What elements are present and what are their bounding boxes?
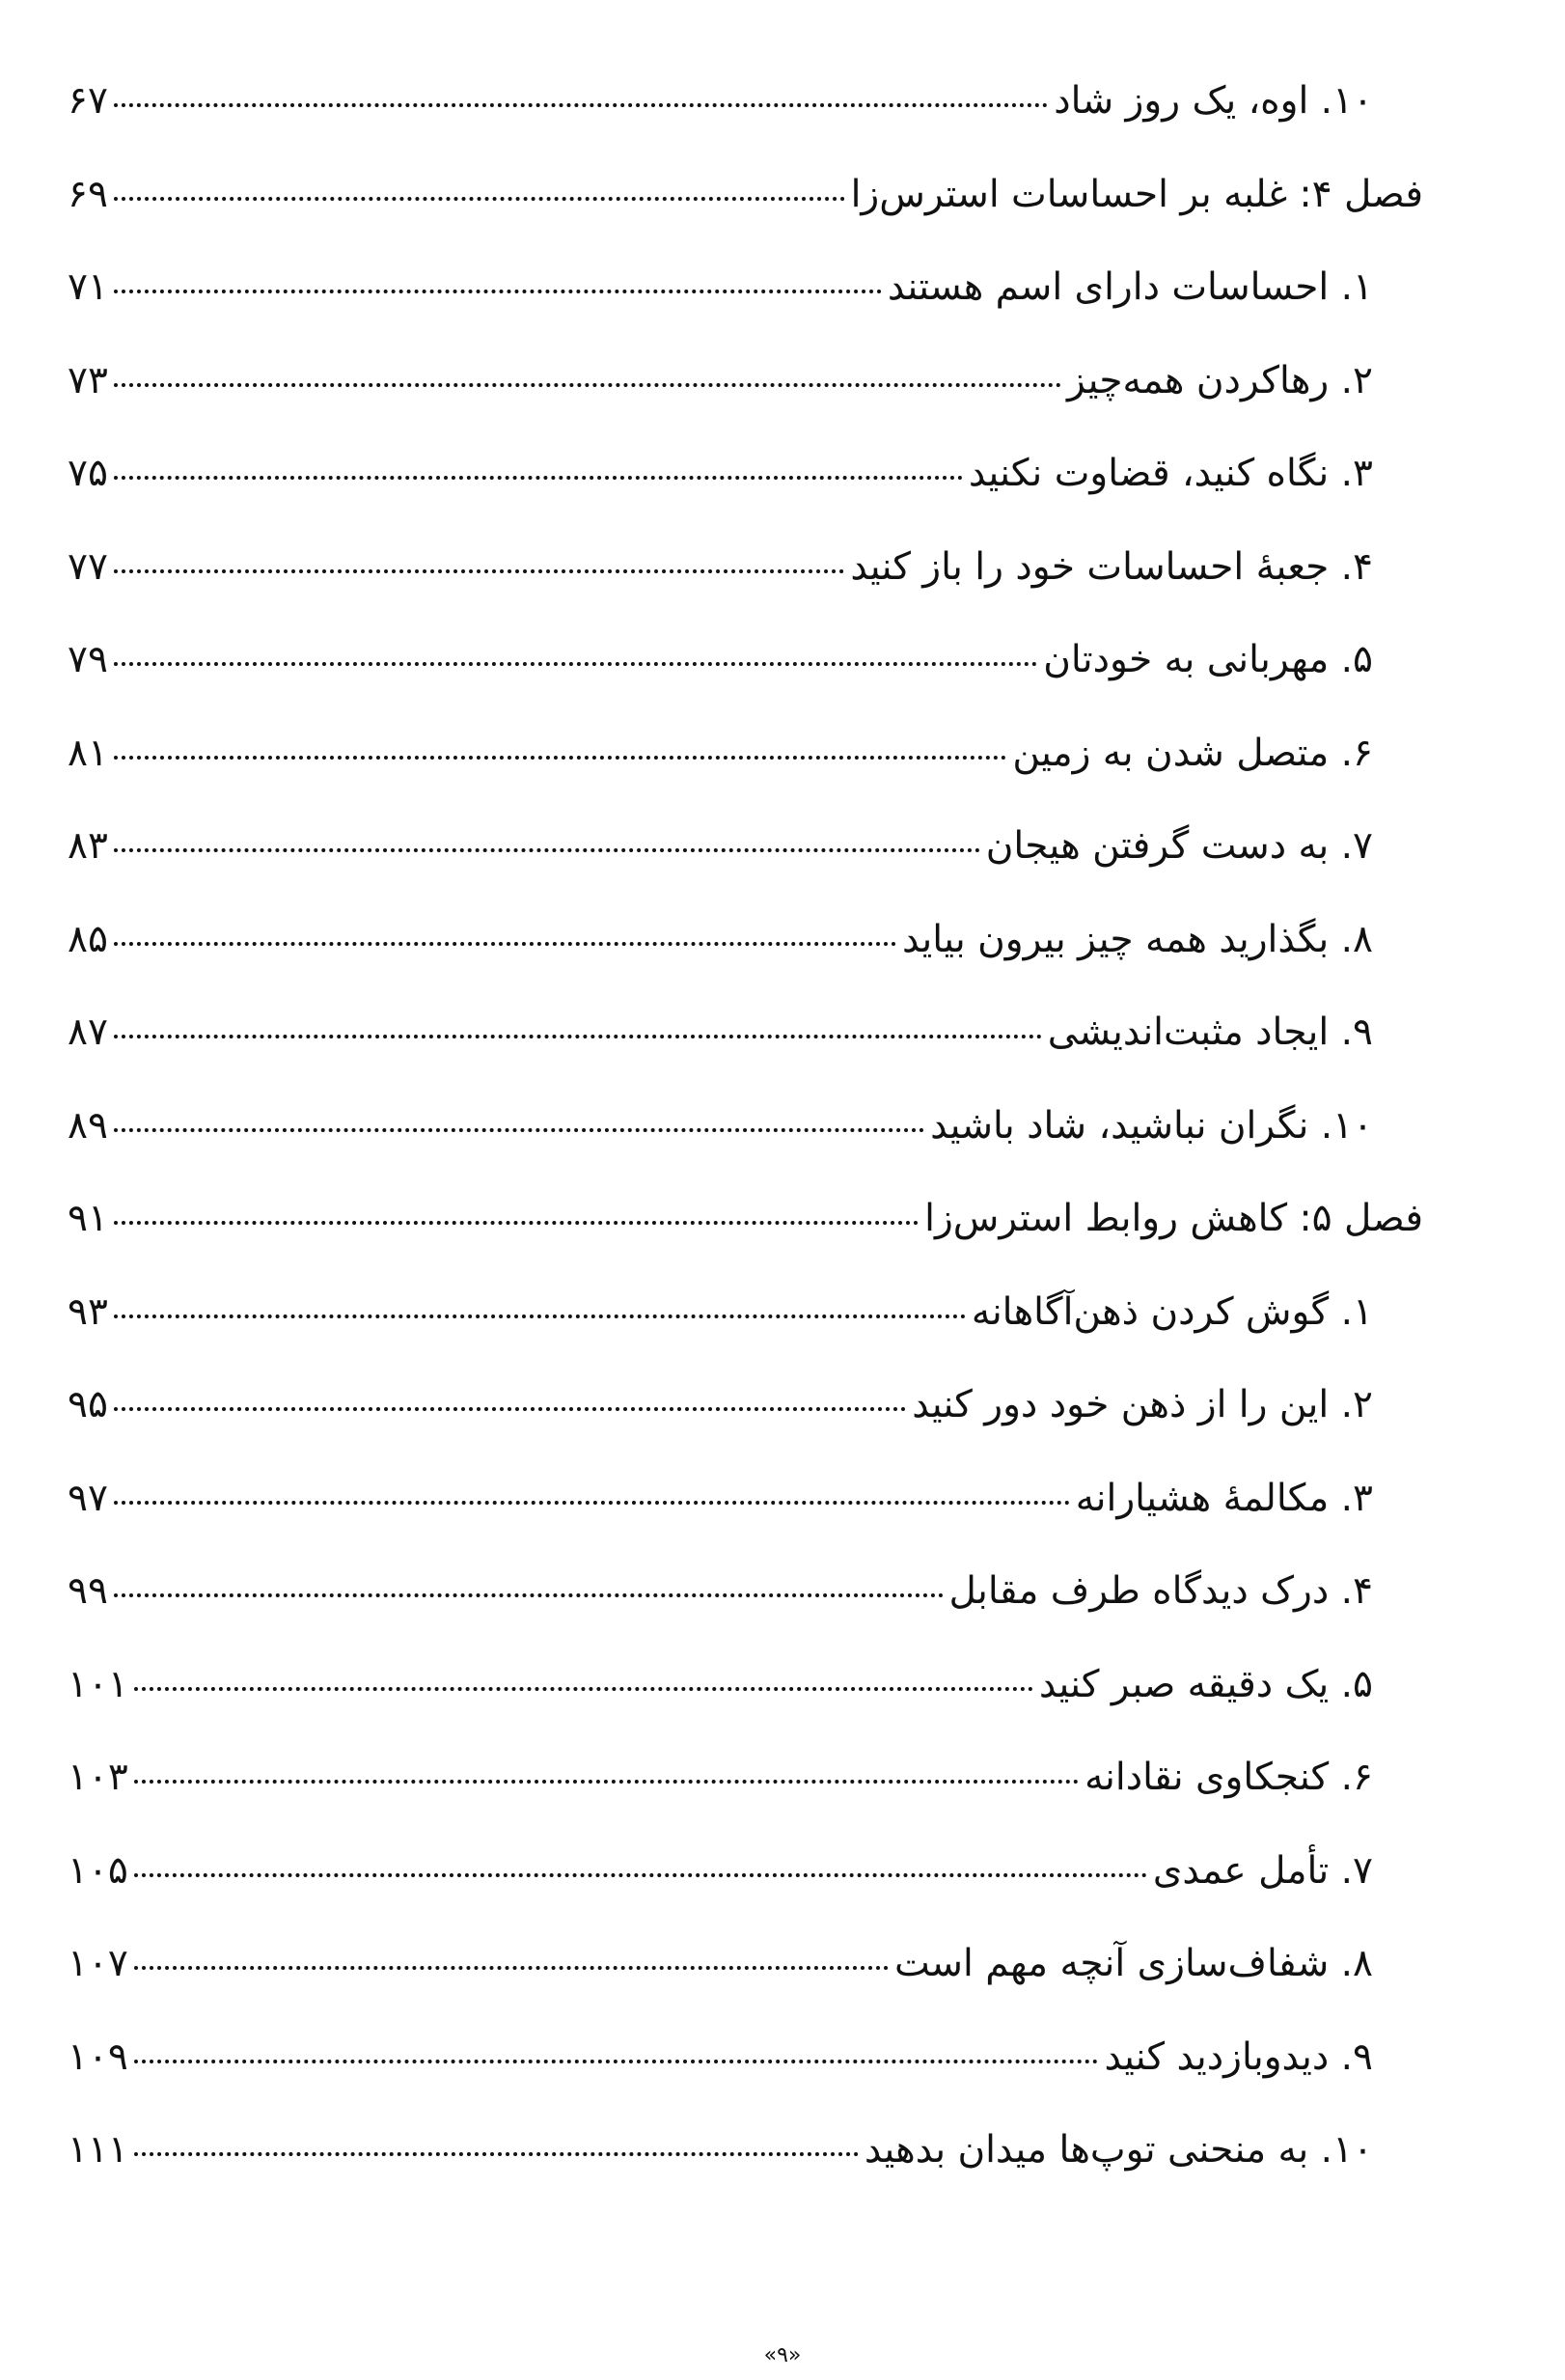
- toc-entry-title: ۷. تأمل عمدی: [1152, 1848, 1373, 1893]
- toc-dot-leader: [114, 476, 963, 480]
- toc-entry-page: ۱۱۱: [68, 2128, 128, 2172]
- toc-entry-page: ۷۱: [68, 265, 108, 309]
- toc-entry-page: ۱۰۱: [68, 1662, 128, 1706]
- toc-entry-page: ۹۷: [68, 1476, 108, 1520]
- toc-dot-leader: [134, 2060, 1099, 2063]
- table-of-contents: [68, 79, 1423, 2225]
- toc-entry: [68, 917, 1423, 1014]
- toc-entry-title: ۵. مهربانی به خودتان: [1043, 638, 1373, 681]
- toc-entry: [68, 358, 1423, 456]
- toc-entry-page: ۹۱: [68, 1197, 108, 1240]
- toc-entry-title: ۹. دیدوبازدید کنید: [1104, 2034, 1373, 2079]
- toc-entry: [68, 79, 1423, 176]
- toc-entry: [68, 1758, 1423, 1852]
- toc-entry-title: ۸. بگذارید همه چیز بیرون بیاید: [901, 917, 1373, 961]
- toc-entry-page: ۸۹: [68, 1103, 108, 1148]
- toc-entry-title: ۶. کنجکاوی نقادانه: [1085, 1756, 1373, 1799]
- toc-dot-leader: [114, 756, 1006, 760]
- toc-entry: [68, 1662, 1423, 1759]
- toc-entry-title: ۱. احساسات دارای اسم هستند: [887, 265, 1373, 309]
- toc-dot-leader: [114, 569, 844, 573]
- toc-entry: [68, 731, 1423, 828]
- toc-entry: [68, 1010, 1423, 1107]
- toc-entry-title: ۷. به دست گرفتن هیجان: [985, 824, 1373, 868]
- toc-dot-leader: [114, 383, 1061, 387]
- toc-entry-page: ۶۹: [68, 172, 108, 216]
- toc-dot-leader: [114, 197, 845, 201]
- toc-dot-leader: [114, 848, 980, 852]
- toc-entry-title: ۹. ایجاد مثبت‌اندیشی: [1047, 1010, 1373, 1054]
- toc-entry-page: ۷۹: [68, 638, 108, 681]
- toc-entry-page: ۹۹: [68, 1569, 108, 1613]
- toc-entry: [68, 1476, 1423, 1573]
- toc-dot-leader: [114, 1035, 1042, 1038]
- toc-entry-page: ۷۳: [68, 358, 108, 402]
- page-number: «۹»: [763, 2343, 802, 2367]
- toc-entry-page: ۱۰۷: [68, 1942, 128, 1985]
- toc-entry-page: ۹۵: [68, 1383, 108, 1426]
- toc-dot-leader: [114, 1407, 906, 1411]
- toc-entry-title: ۱۰. نگران نباشید، شاد باشید: [930, 1103, 1373, 1148]
- toc-entry-title: ۴. جعبهٔ احساسات خود را باز کنید: [850, 544, 1373, 589]
- toc-dot-leader: [134, 1687, 1033, 1691]
- toc-entry-title: ۳. مکالمهٔ هشیارانه: [1075, 1476, 1373, 1520]
- toc-entry: [68, 544, 1423, 642]
- toc-entry-page: ۸۱: [68, 731, 108, 775]
- toc-entry-title: ۴. درک دیدگاه طرف مقابل: [948, 1569, 1373, 1613]
- toc-entry: [68, 824, 1423, 921]
- toc-dot-leader: [114, 1593, 944, 1597]
- toc-entry: [68, 1383, 1423, 1480]
- toc-entry: [68, 1569, 1423, 1666]
- toc-dot-leader: [114, 1221, 919, 1225]
- toc-entry-page: ۶۷: [68, 79, 108, 123]
- toc-entry-title: ۵. یک دقیقه صبر کنید: [1038, 1662, 1373, 1706]
- toc-dot-leader: [114, 1315, 966, 1318]
- toc-entry-title: ۱۰. اوه، یک روز شاد: [1054, 79, 1373, 123]
- toc-dot-leader: [114, 942, 896, 946]
- toc-entry: [68, 1289, 1423, 1387]
- toc-entry-page: ۸۳: [68, 824, 108, 868]
- toc-entry: [68, 2128, 1423, 2225]
- toc-dot-leader: [134, 1780, 1079, 1784]
- toc-dot-leader: [134, 1966, 889, 1970]
- toc-entry-title: ۸. شفاف‌سازی آنچه مهم است: [894, 1942, 1373, 1985]
- toc-entry: [68, 1103, 1423, 1201]
- toc-entry-title: ۶. متصل شدن به زمین: [1012, 731, 1373, 775]
- toc-chapter-title: فصل ۴: غلبه بر احساسات استرس‌زا: [850, 172, 1423, 216]
- toc-entry: [68, 1942, 1423, 2038]
- toc-dot-leader: [114, 662, 1037, 666]
- toc-entry-title: ۲. رهاکردن همه‌چیز: [1067, 358, 1373, 402]
- toc-entry-page: ۱۰۵: [68, 1848, 128, 1893]
- toc-chapter-entry: [68, 172, 1423, 269]
- toc-entry: [68, 2034, 1423, 2132]
- toc-dot-leader: [134, 1873, 1147, 1877]
- toc-entry-page: ۸۷: [68, 1010, 108, 1054]
- toc-entry-title: ۲. این را از ذهن خود دور کنید: [912, 1383, 1373, 1426]
- toc-entry-page: ۸۵: [68, 917, 108, 961]
- toc-entry-page: ۷۵: [68, 452, 108, 495]
- toc-entry-page: ۹۳: [68, 1289, 108, 1334]
- toc-entry: [68, 1848, 1423, 1946]
- toc-entry: [68, 638, 1423, 734]
- toc-dot-leader: [114, 1128, 924, 1132]
- toc-dot-leader: [134, 2152, 859, 2156]
- toc-entry: [68, 265, 1423, 362]
- toc-dot-leader: [114, 290, 882, 293]
- toc-entry-title: ۳. نگاه کنید، قضاوت نکنید: [968, 452, 1373, 495]
- toc-entry-page: ۱۰۹: [68, 2034, 128, 2079]
- toc-chapter-title: فصل ۵: کاهش روابط استرس‌زا: [924, 1197, 1423, 1240]
- toc-entry-title: ۱. گوش کردن ذهن‌آگاهانه: [971, 1289, 1373, 1334]
- toc-dot-leader: [114, 103, 1048, 107]
- toc-entry-title: ۱۰. به منحنی توپ‌ها میدان بدهید: [864, 2128, 1373, 2172]
- toc-entry-page: ۷۷: [68, 544, 108, 589]
- toc-entry: [68, 452, 1423, 548]
- toc-dot-leader: [114, 1501, 1070, 1505]
- toc-entry-page: ۱۰۳: [68, 1756, 128, 1799]
- toc-chapter-entry: [68, 1197, 1423, 1293]
